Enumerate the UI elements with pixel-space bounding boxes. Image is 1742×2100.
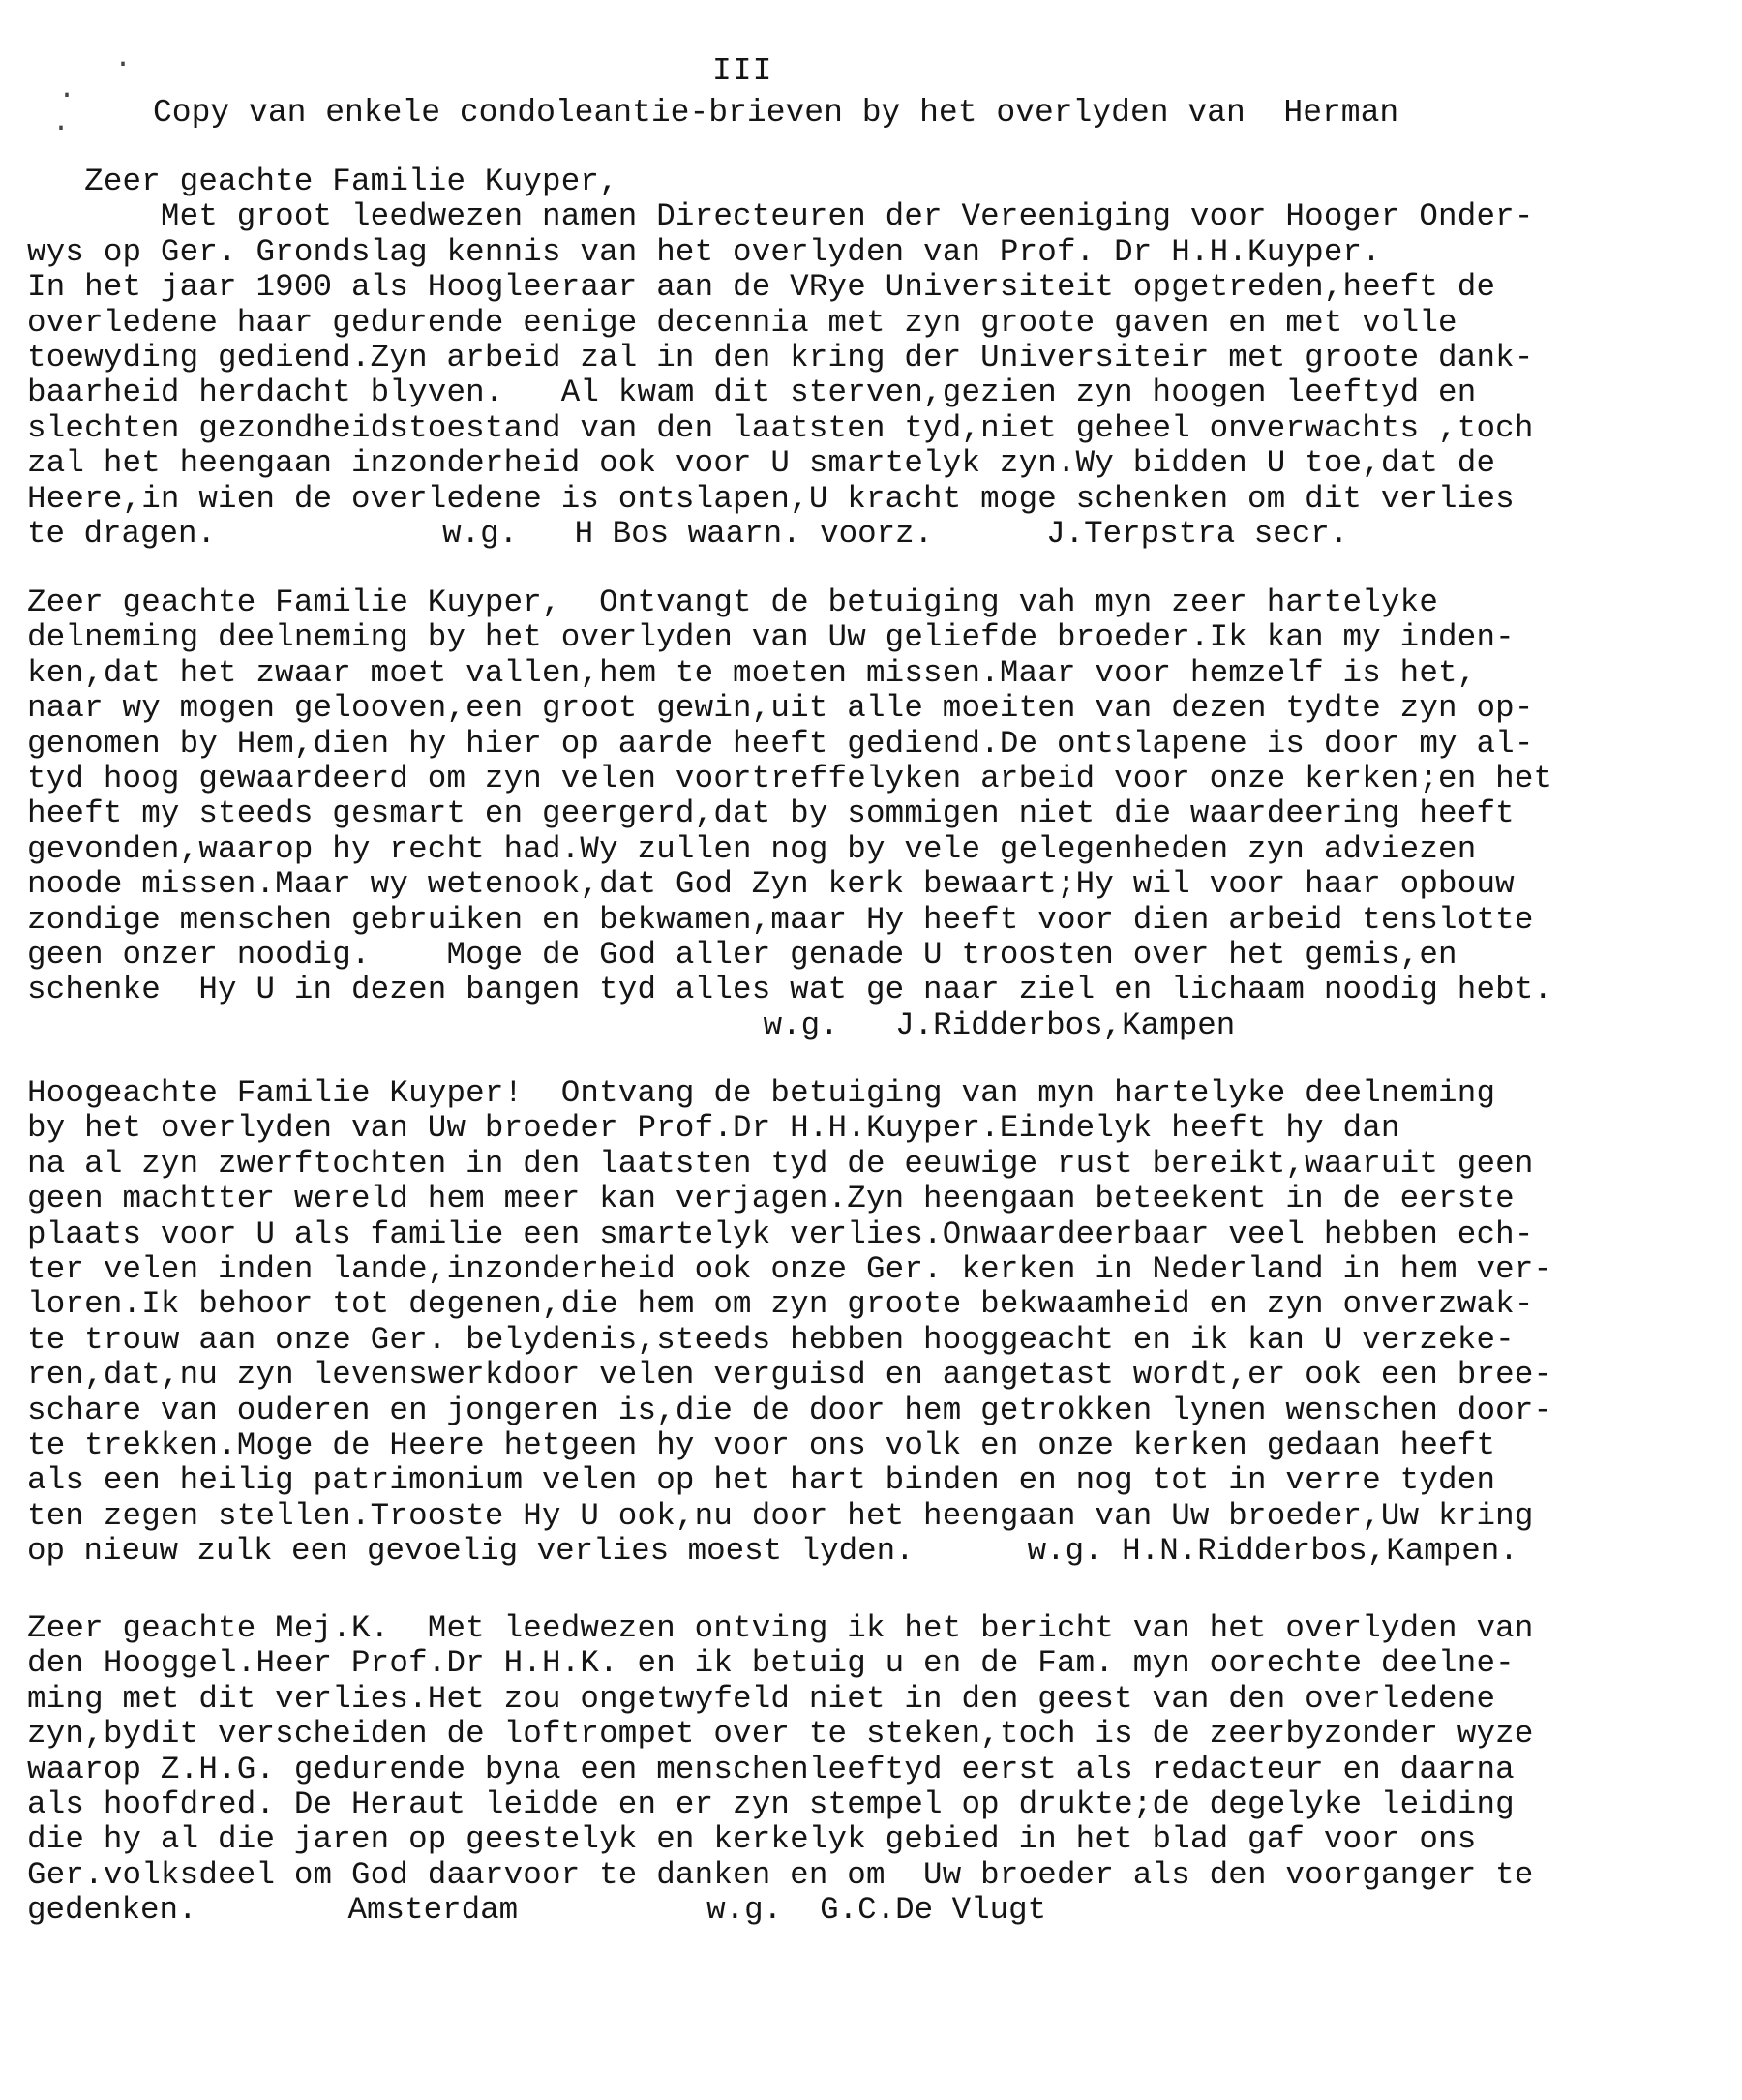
letter-line: Zeer geachte Familie Kuyper, <box>27 164 618 199</box>
letter-line: als een heilig patrimonium velen op het hart binden en nog tot in verre tyden <box>27 1462 1496 1499</box>
letter-line: schare van ouderen en jongeren is,die de door hem getrokken lynen wenschen door- <box>27 1392 1553 1428</box>
letter-line: te trouw aan onze Ger. belydenis,steeds hebben hooggeacht en ik kan U verzeke- <box>27 1321 1515 1358</box>
letter-line: zondige menschen gebruiken en bekwamen,maar Hy heeft voor dien arbeid tenslotte <box>27 901 1534 938</box>
letter-line: baarheid herdacht blyven. Al kwam dit sterven,gezien zyn hoogen leeftyd en <box>27 375 1477 411</box>
stray-mark: · <box>114 48 133 81</box>
letter-line: te trekken.Moge de Heere hetgeen hy voor ons volk en onze kerken gedaan heeft <box>27 1426 1496 1463</box>
letter-line: ren,dat,nu zyn levenswerkdoor velen verguisd en aangetast wordt,er ook een bree- <box>27 1357 1553 1394</box>
letter-line: naar wy mogen gelooven,een groot gewin,uit alle moeiten van dezen tydte zyn op- <box>27 690 1534 727</box>
letter-line: loren.Ik behoor tot degenen,die hem om zyn groote bekwaamheid en zyn onverzwak- <box>27 1286 1534 1323</box>
letter-line: gevonden,waarop hy recht had.Wy zullen nog by vele gelegenheden zyn adviezen <box>27 830 1477 867</box>
letter-3 <box>27 1076 1721 1569</box>
letter-line: slechten gezondheidstoestand van den laatsten tyd,niet geheel onverwachts ,toch <box>27 409 1534 446</box>
letter-line: ter velen inden lande,inzonderheid ook onze Ger. kerken in Nederland in hem ver- <box>27 1250 1553 1287</box>
letter-line: Met groot leedwezen namen Directeuren der Vereeniging voor Hooger Onder- <box>27 198 1534 235</box>
letter-line: plaats voor U als familie een smartelyk verlies.Onwaardeerbaar veel hebben ech- <box>27 1215 1534 1252</box>
letter-signature-line: gedenken. Amsterdam w.g. G.C.De Vlugt <box>27 1892 1047 1929</box>
letter-line: wys op Ger. Grondslag kennis van het overlyden van Prof. Dr H.H.Kuyper. <box>27 233 1381 270</box>
letter-line: In het jaar 1900 als Hoogleeraar aan de VRye Universiteit opgetreden,heeft de <box>27 269 1496 306</box>
letter-signature-line: te dragen. w.g. H Bos waarn. voorz. J.Terpstra secr. <box>27 515 1349 552</box>
letter-line: Ger.volksdeel om God daarvoor te danken en om Uw broeder als den voorganger te <box>27 1856 1534 1893</box>
letter-line: by het overlyden van Uw broeder Prof.Dr H.H.Kuyper.Eindelyk heeft hy dan <box>27 1110 1400 1147</box>
letter-line: als hoofdred. De Heraut leidde en er zyn stempel op drukte;de degelyke leiding <box>27 1785 1515 1822</box>
stray-mark: · <box>58 79 76 112</box>
letter-line: zal het heengaan inzonderheid ook voor U smartelyk zyn.Wy bidden U toe,dat de <box>27 445 1496 482</box>
stray-mark: · <box>52 112 71 145</box>
letter-4 <box>27 1611 1721 1929</box>
letter-line: ken,dat het zwaar moet vallen,hem te moeten missen.Maar voor hemzelf is het, <box>27 654 1477 691</box>
letter-line: heeft my steeds gesmart en geergerd,dat by sommigen niet die waardeering heeft <box>27 795 1515 832</box>
letter-signature-line: w.g. J.Ridderbos,Kampen <box>27 1006 1236 1043</box>
letter-line: ten zegen stellen.Trooste Hy U ook,nu door het heengaan van Uw broeder,Uw kring <box>27 1497 1534 1534</box>
letter-line: waarop Z.H.G. gedurende byna een menschenleeftyd eerst als redacteur en daarna <box>27 1751 1515 1787</box>
letter-line: noode missen.Maar wy wetenook,dat God Zyn kerk bewaart;Hy wil voor haar opbouw <box>27 866 1515 903</box>
letter-1 <box>27 165 1721 552</box>
letter-line: Hoogeachte Familie Kuyper! Ontvang de betuiging van myn hartelyke deelneming <box>27 1075 1496 1111</box>
letter-line: Zeer geachte Familie Kuyper, Ontvangt de betuiging vah myn zeer hartelyke <box>27 585 1439 620</box>
letter-line: Zeer geachte Mej.K. Met leedwezen ontving ik het bericht van het overlyden van <box>27 1610 1534 1646</box>
letter-line: na al zyn zwerftochten in den laatsten tyd de eeuwige rust bereikt,waaruit geen <box>27 1145 1534 1182</box>
letter-line: schenke Hy U in dezen bangen tyd alles wat ge naar ziel en lichaam noodig hebt. <box>27 972 1553 1008</box>
letter-line: geen machtter wereld hem meer kan verjagen.Zyn heengaan beteekent in de eerste <box>27 1181 1515 1217</box>
letter-line: geen onzer noodig. Moge de God aller genade U troosten over het gemis,en <box>27 936 1457 973</box>
letter-2 <box>27 585 1721 1043</box>
page-heading: Copy van enkele condoleantie-brieven by het overlyden van Herman <box>153 95 1399 131</box>
letter-line: die hy al die jaren op geestelyk en kerkelyk gebied in het blad gaf voor ons <box>27 1821 1477 1858</box>
letter-line: den Hooggel.Heer Prof.Dr H.H.K. en ik betuig u en de Fam. myn oorechte deelne- <box>27 1645 1515 1682</box>
letter-signature-line: op nieuw zulk een gevoelig verlies moest lyden. w.g. H.N.Ridderbos,Kampen. <box>27 1533 1518 1570</box>
letter-line: Heere,in wien de overledene is ontslapen,U kracht moge schenken om dit verlies <box>27 480 1515 517</box>
letter-line: toewyding gediend.Zyn arbeid zal in den kring der Universiteir met groote dank- <box>27 339 1534 375</box>
letter-line: ming met dit verlies.Het zou ongetwyfeld niet in den geest van den overledene <box>27 1680 1496 1717</box>
letter-line: delneming deelneming by het overlyden van Uw geliefde broeder.Ik kan my inden- <box>27 619 1515 656</box>
letter-line: genomen by Hem,dien hy hier op aarde heeft gediend.De ontslapene is door my al- <box>27 725 1534 762</box>
letter-line: tyd hoog gewaardeerd om zyn velen voortreffelyken arbeid voor onze kerken;en het <box>27 760 1553 796</box>
page-number: III <box>712 53 773 89</box>
letter-line: zyn,bydit verscheiden de loftrompet over te steken,toch is de zeerbyzonder wyze <box>27 1716 1534 1753</box>
letter-line: overledene haar gedurende eenige decennia met zyn groote gaven en met volle <box>27 304 1457 341</box>
